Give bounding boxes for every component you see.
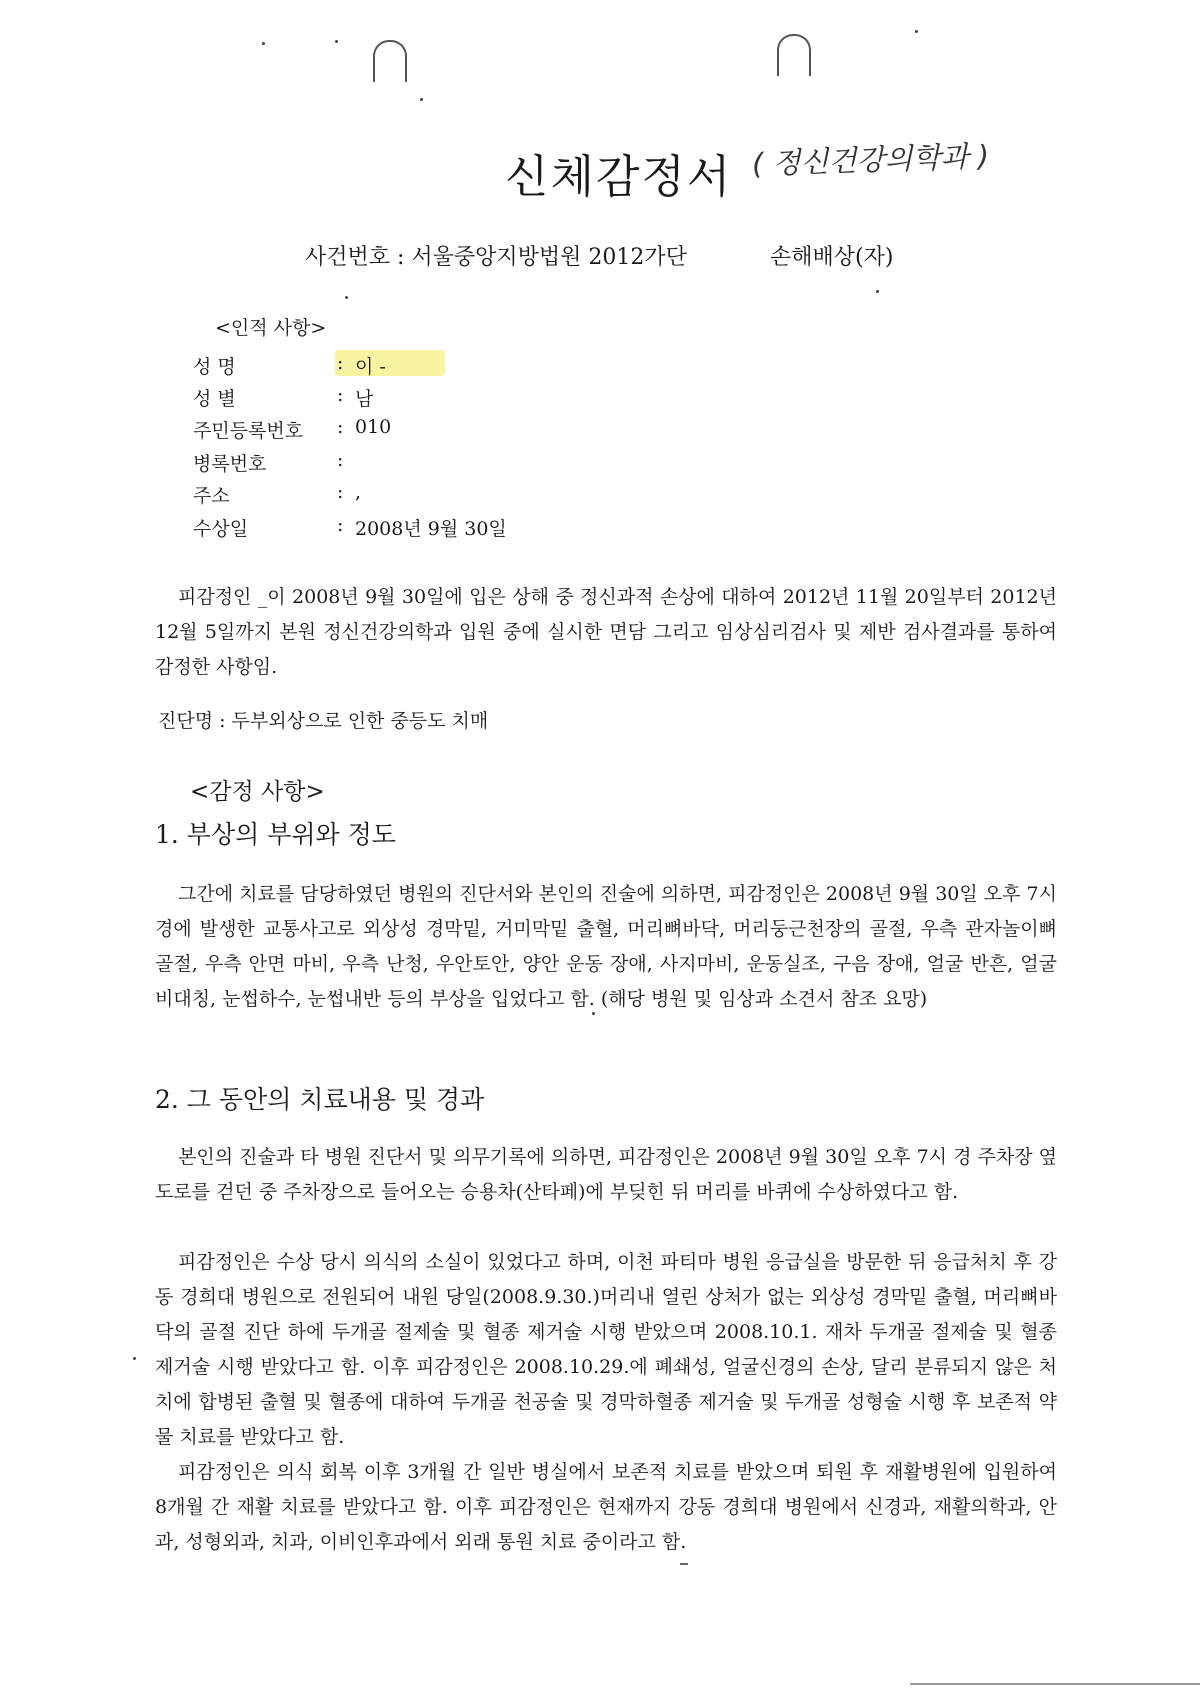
document-title: 신체감정서 [505, 150, 733, 203]
scan-speck [133, 1357, 136, 1360]
info-value: 2008년 9월 30일 [355, 518, 507, 540]
section-2-paragraph-1: 본인의 진술과 타 병원 진단서 및 의무기록에 의하면, 피감정인은 2008년 9월 30일 오후 7시 경 주차장 옆 도로를 걷던 중 주차장으로 들어오는 승용차(산타페)에 부딪힌 뒤 머리를 바퀴에 수상하였다고 함. [155, 1146, 1057, 1203]
info-value: , [355, 481, 362, 503]
scan-mark [680, 1563, 688, 1565]
info-colon: : [337, 384, 344, 406]
info-value: 남 [355, 388, 374, 410]
info-label: 주민등록번호 [193, 420, 304, 442]
info-label: 주소 [193, 485, 230, 507]
highlight-mark [335, 350, 445, 376]
intro-paragraph: 피감정인 _이 2008년 9월 30일에 입은 상해 중 정신과적 손상에 대하여 2012년 11월 20일부터 2012년 12월 5일까지 본원 정신건강의학과 입원 중에 실시한 면담 그리고 임상심리검사 및 제반 검사결과를 통하여 감정한 사항임. [155, 586, 1057, 678]
scan-speck [420, 98, 423, 101]
section-2-paragraph-2: 피감정인은 수상 당시 의식의 소실이 있었다고 하며, 이천 파티마 병원 응급실을 방문한 뒤 응급처치 후 강동 경희대 병원으로 전원되어 내원 당일(2008.9.30.)머리내 열린 상처가 없는 외상성 경막밑 출혈, 머리뼈바닥의 골절 진단 하에 두개골 절제술 및 혈종 제거술 시행 받았으며 2008.10.1. 재차 두개골 절제술 및 혈종 제거술 시행 받았다고 함. 이후 피감정인은 2008.10.29.에 폐쇄성, 얼굴신경의 손상, 달리 분류되지 않은 처치에 합병된 출혈 및 혈종에 대하여 두개골 천공술 및 경막하혈종 제거술 및 두개골 성형술 시행 후 보존적 약물 치료를 받았다고 함. [155, 1251, 1057, 1448]
info-colon: : [337, 416, 344, 438]
case-number: 사건번호 : 서울중앙지방법원 2012가단 [305, 245, 687, 270]
punch-hole-right [777, 34, 811, 76]
scan-speck [915, 30, 918, 33]
scan-speck [345, 296, 348, 299]
section-1-paragraph: 그간에 치료를 담당하였던 병원의 진단서와 본인의 진술에 의하면, 피감정인은 2008년 9월 30일 오후 7시 경에 발생한 교통사고로 외상성 경막밑, 거미막밑 출혈, 머리뼈바닥, 머리둥근천장의 골절, 우측 관자놀이뼈 골절, 우측 안면 마비, 우측 난청, 우안토안, 양안 운동 장애, 사지마비, 운동실조, 구음 장애, 얼굴 반흔, 얼굴 비대칭, 눈썹하수, 눈썹내반 등의 부상을 입었다고 함. (해당 병원 및 임상과 소견서 참조 요망) [155, 883, 1057, 1010]
info-colon: : [337, 481, 344, 503]
info-label: 병록번호 [193, 453, 267, 475]
case-type: 손해배상(자) [770, 245, 894, 270]
info-colon: : [337, 514, 344, 536]
section-heading-2: 2. 그 동안의 치료내용 및 경과 [155, 1085, 485, 1114]
info-value: 010 [355, 416, 392, 438]
info-label: 수상일 [193, 518, 249, 540]
section-2-paragraph-3: 피감정인은 의식 회복 이후 3개월 간 일반 병실에서 보존적 치료를 받았으며 퇴원 후 재활병원에 입원하여 8개월 간 재활 치료를 받았다고 함. 이후 피감정인은 현재까지 강동 경희대 병원에서 신경과, 재활의학과, 안과, 성형외과, 치과, 이비인후과에서 외래 통원 치료 중이라고 함. [155, 1461, 1057, 1553]
section-heading-1: 1. 부상의 부위와 정도 [155, 820, 396, 849]
diagnosis: 진단명 : 두부외상으로 인한 중등도 치매 [158, 710, 489, 732]
personal-info-header: <인적 사항> [215, 317, 327, 339]
scan-speck [876, 290, 879, 293]
info-colon: : [337, 352, 344, 374]
info-colon: : [337, 449, 344, 471]
scan-speck [262, 42, 265, 45]
info-label: 성 명 [193, 356, 236, 378]
scan-speck [335, 40, 338, 43]
assessment-header: <감정 사항> [190, 779, 325, 805]
info-value: 이 - [355, 356, 386, 378]
bottom-rule [910, 1683, 1200, 1685]
handwritten-note: ( 정신건강의학과 ) [751, 138, 990, 181]
info-label: 성 별 [193, 388, 236, 410]
punch-hole-left [373, 40, 407, 82]
